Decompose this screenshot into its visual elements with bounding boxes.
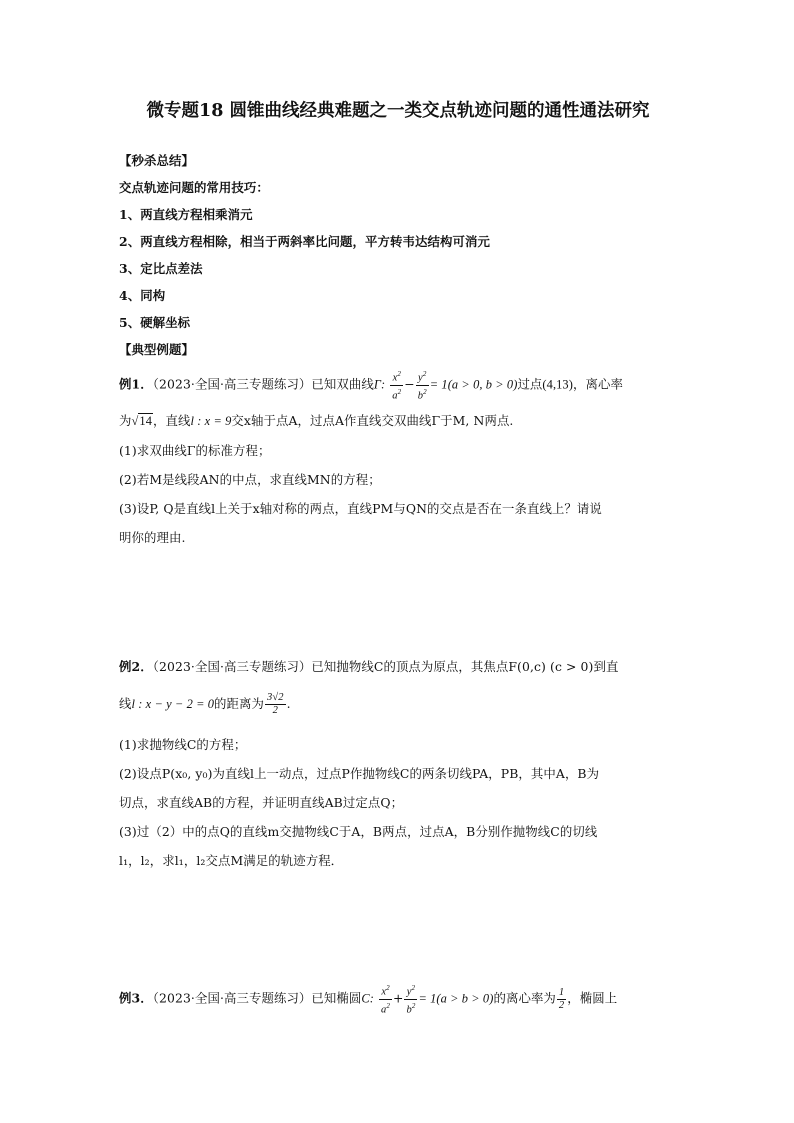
- fraction-x2-a2-ellipse: $\frac{x^2}{a^2}$: [381, 984, 390, 1015]
- example-2-label: 例2．: [119, 659, 153, 674]
- technique-4: 4、同构: [119, 288, 166, 303]
- example-3-text: 已知椭圆: [311, 990, 362, 1006]
- example-1-source: （2023·全国·高三专题练习）: [152, 376, 312, 392]
- technique-5: 5、硬解坐标: [119, 315, 191, 330]
- example-3-line-1: 例3．（2023·全国·高三专题练习）已知椭圆C: $\frac{x^2}{a^2}$ + $\frac{y^2}{b^2}$ = 1(a > b > 0)的离心率为 $\frac{1}{2}$ ，椭圆上: [119, 984, 618, 1015]
- hyperbola-name: Γ:: [373, 377, 386, 392]
- example-3-source: （2023·全国·高三专题练习）: [152, 990, 312, 1006]
- technique-1: 1、两直线方程相乘消元: [119, 207, 253, 222]
- page-title: 微专题18 圆锥曲线经典难题之一类交点轨迹问题的通性通法研究: [146, 101, 650, 121]
- ellipse-condition: = 1(a > b > 0): [418, 991, 494, 1006]
- example-3-text-3: ，椭圆上: [567, 990, 618, 1006]
- example-2-source: （2023·全国·高三专题练习）: [152, 659, 312, 674]
- example-1-question-3b: 明你的理由.: [119, 530, 186, 545]
- summary-intro: 交点轨迹问题的常用技巧：: [119, 180, 269, 195]
- example-2-question-3b: l₁，l₂，求l₁，l₂交点M满足的轨迹方程．: [119, 853, 344, 868]
- example-2-question-2a: (2)设点P(x₀, y₀)为直线l上一动点，过点P作抛物线C的两条切线PA，PB，其中A，B为: [119, 766, 600, 781]
- example-1-text-6: 交x轴于点A，过点A作直线交双曲线Γ于M, N两点.: [231, 413, 514, 428]
- example-2-question-1: (1)求抛物线C的方程；: [119, 737, 247, 752]
- line-l-equation-2: l : x − y − 2 = 0: [131, 697, 215, 711]
- example-2-question-3a: (3)过（2）中的点Q的直线m交抛物线C于A，B两点，过点A，B分别作抛物线C的切线: [119, 824, 598, 839]
- eccentricity-fraction: $\frac{1}{2}$: [558, 986, 565, 1011]
- example-1-line-1: 例1．（2023·全国·高三专题练习）已知双曲线Γ: $\frac{x^2}{a^2}$ − $\frac{y^2}{b^2}$ = 1(a > 0, b > 0)过点(4,13)，离心率: [119, 370, 623, 401]
- example-3-text-2: 的离心率为: [493, 990, 556, 1006]
- example-2-line-2: [119, 692, 291, 717]
- example-1-label: 例1．: [119, 376, 153, 392]
- distance-fraction: $\frac{3√2}{2}$: [267, 692, 284, 716]
- example-1-line-2: [119, 411, 513, 429]
- example-2-period: .: [286, 696, 291, 711]
- line-l-equation: l : x = 9: [190, 414, 232, 428]
- example-1-text-4: 为: [119, 413, 132, 428]
- example-2-text: 已知抛物线C的顶点为原点，其焦点F(0,c) (c > 0)到直: [311, 659, 619, 674]
- ellipse-name: C:: [361, 991, 374, 1006]
- example-2-text-2: 线: [119, 696, 132, 711]
- fraction-x2-a2: $\frac{x^2}{a^2}$: [392, 370, 402, 401]
- section-examples-heading: 【典型例题】: [119, 342, 194, 357]
- fraction-y2-b2: $\frac{y^2}{b^2}$: [417, 370, 427, 401]
- example-2-question-2b: 切点，求直线AB的方程，并证明直线AB过定点Q；: [119, 795, 404, 810]
- example-2-text-3: 的距离为: [214, 696, 264, 711]
- example-1-text: 已知双曲线: [311, 376, 374, 392]
- example-3-label: 例3．: [119, 990, 153, 1006]
- section-summary-heading: 【秒杀总结】: [119, 153, 194, 168]
- example-1-text-3: ，离心率: [572, 376, 623, 392]
- sqrt-14: √14: [131, 414, 152, 428]
- example-1-text-5: ，直线: [153, 413, 191, 428]
- fraction-y2-b2-ellipse: $\frac{y^2}{b^2}$: [406, 984, 416, 1015]
- example-1-question-1: (1)求双曲线Γ的标准方程；: [119, 443, 271, 458]
- example-1-text-2: 过点: [517, 376, 543, 392]
- example-1-question-3a: (3)设P, Q是直线l上关于x轴对称的两点，直线PM与QN的交点是否在一条直线上？请说: [119, 501, 602, 516]
- technique-2: 2、两直线方程相除，相当于两斜率比问题，平方转韦达结构可消元: [119, 234, 490, 249]
- example-1-question-2: (2)若M是线段AN的中点，求直线MN的方程；: [119, 472, 381, 487]
- technique-3: 3、定比点差法: [119, 261, 203, 276]
- point-coordinates: (4,13): [542, 377, 573, 392]
- example-2-line-1: [119, 657, 618, 675]
- hyperbola-condition: (a > 0, b > 0): [447, 377, 518, 392]
